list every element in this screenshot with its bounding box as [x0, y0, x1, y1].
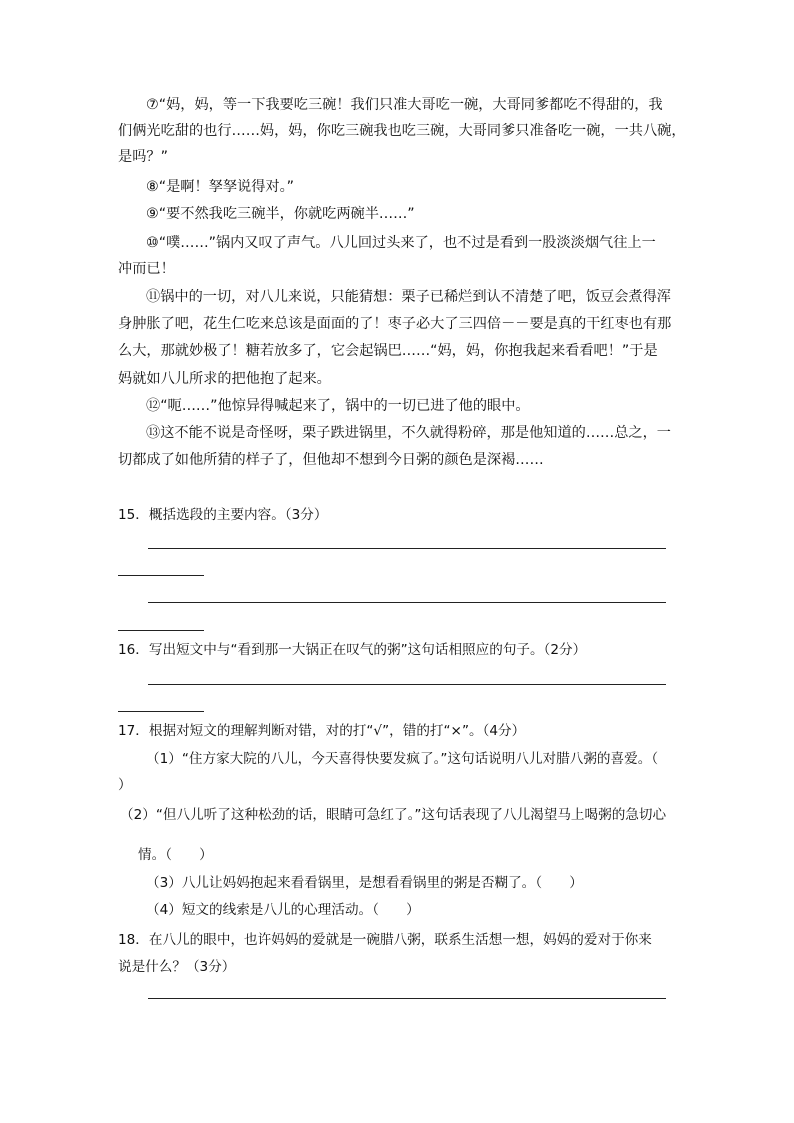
para-11-line-2: 身肿胀了吧，花生仁吃来总该是面面的了！枣子必大了三四倍－－要是真的干红枣也有那: [118, 316, 672, 332]
answer-line-16b[interactable]: [118, 711, 204, 712]
answer-line-18[interactable]: [148, 998, 666, 999]
para-7-line-3: 是吗？”: [118, 149, 168, 165]
para-10-line-2: 冲而已！: [118, 261, 175, 277]
question-17-item-4[interactable]: （4）短文的线索是八儿的心理活动。（ ）: [146, 902, 420, 918]
question-16: 16．写出短文中与“看到那一大锅正在叹气的粥”这句话相照应的句子。（2分）: [118, 642, 587, 658]
answer-line-16a[interactable]: [148, 684, 666, 685]
para-8: ⑧“是啊！孥孥说得对。”: [146, 179, 295, 195]
question-17-item-1: （1）“住方家大院的八儿，今天喜得快要发疯了。”这句话说明八儿对腊八粥的喜爱。（: [146, 751, 659, 767]
para-7-line-2: 们俩光吃甜的也行……妈，妈，你吃三碗我也吃三碗，大哥同爹只准备吃一碗，一共八碗，: [118, 123, 686, 139]
para-11-line-4: 妈就如八儿所求的把他抱了起来。: [118, 371, 331, 387]
question-17-stem: 17．根据对短文的理解判断对错，对的打“√”，错的打“×”。（4分）: [118, 723, 526, 739]
question-17-item-1-cont[interactable]: ）: [118, 777, 132, 793]
question-18-line-2: 说是什么？（3分）: [118, 959, 236, 975]
para-9: ⑨“要不然我吃三碗半，你就吃两碗半……”: [146, 206, 415, 222]
para-13-line-2: 切都成了如他所猜的样子了，但他却不想到今日粥的颜色是深褐……: [118, 452, 544, 468]
question-18-line-1: 18．在八儿的眼中，也许妈妈的爱就是一碗腊八粥，联系生活想一想，妈妈的爱对于你来: [118, 932, 652, 948]
answer-line-15a[interactable]: [148, 548, 666, 549]
para-10-line-1: ⑩“噗……”锅内又叹了声气。八儿回过头来了，也不过是看到一股淡淡烟气往上一: [146, 235, 656, 251]
question-17-item-3[interactable]: （3）八儿让妈妈抱起来看看锅里，是想看看锅里的粥是否糊了。（ ）: [146, 875, 583, 891]
para-7-line-1: ⑦“妈，妈，等一下我要吃三碗！我们只准大哥吃一碗，大哥同爹都吃不得甜的，我: [146, 97, 663, 113]
para-13-line-1: ⑬这不能不说是奇怪呀，栗子跌进锅里，不久就得粉碎，那是他知道的……总之，一: [146, 425, 671, 441]
answer-line-15c[interactable]: [148, 602, 666, 603]
answer-line-15d[interactable]: [118, 630, 204, 631]
question-17-item-2: （2）“但八儿听了这种松劲的话，眼睛可急红了。”这句话表现了八儿渴望马上喝粥的急切心: [120, 807, 667, 823]
answer-line-15b[interactable]: [118, 575, 204, 576]
question-17-item-2-cont[interactable]: 情。（ ）: [138, 847, 213, 863]
question-15: 15．概括选段的主要内容。（3分）: [118, 507, 328, 523]
para-11-line-1: ⑪锅中的一切，对八儿来说，只能猜想：栗子已稀烂到认不清楚了吧，饭豆会煮得浑: [146, 289, 671, 305]
para-11-line-3: 么大，那就妙极了！糖若放多了，它会起锅巴……“妈，妈，你抱我起来看看吧！”于是: [118, 343, 658, 359]
para-12: ⑫“呃……”他惊异得喊起来了，锅中的一切已进了他的眼中。: [146, 398, 530, 414]
